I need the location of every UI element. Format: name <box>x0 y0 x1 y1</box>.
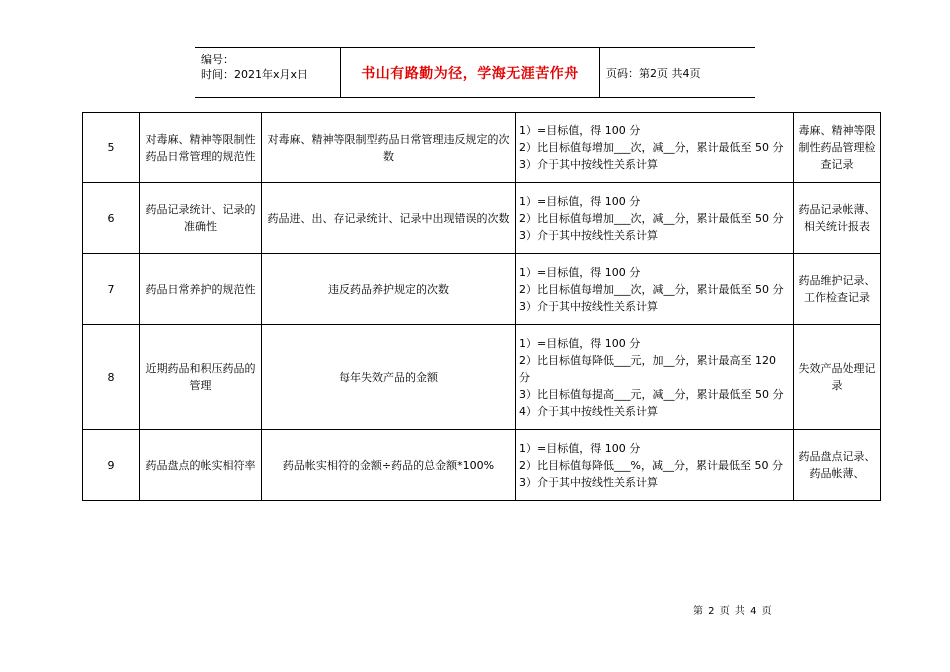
scoring-rule-line: 3）介于其中按线性关系计算 <box>519 475 658 489</box>
header-meta-cell <box>195 48 341 97</box>
indicator-definition: 违反药品养护规定的次数 <box>262 254 516 325</box>
scoring-rule-line: 1）=目标值，得 100 分 <box>519 441 641 455</box>
data-source: 药品盘点记录、药品帐薄、 <box>794 430 881 501</box>
row-number: 8 <box>83 325 140 430</box>
scoring-rule-line: 2）比目标值每增加___次，减__分，累计最低至 50 分 <box>519 282 784 296</box>
scoring-rule-line: 3）比目标值每提高___元，减__分，累计最低至 50 分 <box>519 387 784 401</box>
indicator-definition: 对毒麻、精神等限制型药品日常管理违反规定的次数 <box>262 113 516 183</box>
table-row <box>83 325 881 430</box>
row-number: 6 <box>83 183 140 254</box>
scoring-rule-line: 2）比目标值每降低___%，减__分，累计最低至 50 分 <box>519 458 783 472</box>
table-row <box>83 113 881 183</box>
table-row <box>83 254 881 325</box>
data-source: 药品维护记录、工作检查记录 <box>794 254 881 325</box>
indicator-name: 药品日常养护的规范性 <box>140 254 262 325</box>
scoring-rule-line: 1）=目标值，得 100 分 <box>519 124 641 137</box>
data-source: 失效产品处理记录 <box>794 325 881 430</box>
indicator-name: 药品记录统计、记录的准确性 <box>140 183 262 254</box>
row-number: 5 <box>83 113 140 183</box>
scoring-rule-line: 3）介于其中按线性关系计算 <box>519 158 658 171</box>
scoring-rule-line: 1）=目标值，得 100 分 <box>519 265 641 279</box>
scoring-rule-line: 2）比目标值每增加___次，减__分，累计最低至 50 分 <box>519 141 784 154</box>
scoring-rule-line: 2）比目标值每降低___元，加__分，累计最高至 120 分 <box>519 353 776 384</box>
scoring-rule-line: 3）介于其中按线性关系计算 <box>519 228 658 242</box>
indicator-name: 药品盘点的帐实相符率 <box>140 430 262 501</box>
header-page-cell <box>600 48 755 97</box>
scoring-rule-line: 4）介于其中按线性关系计算 <box>519 404 658 418</box>
indicator-definition: 药品帐实相符的金额÷药品的总金额*100% <box>262 430 516 501</box>
kpi-table <box>82 112 881 501</box>
scoring-rules <box>516 183 794 254</box>
scoring-rules <box>516 254 794 325</box>
scoring-rule-line: 3）介于其中按线性关系计算 <box>519 299 658 313</box>
scoring-rules <box>516 113 794 183</box>
page-header <box>195 47 755 98</box>
table-row <box>83 183 881 254</box>
header-motto-cell <box>341 48 600 97</box>
indicator-definition: 每年失效产品的金额 <box>262 325 516 430</box>
data-source: 药品记录帐薄、相关统计报表 <box>794 183 881 254</box>
scoring-rules <box>516 430 794 501</box>
page-info: 页码：第2页 共4页 <box>606 66 701 80</box>
indicator-definition: 药品进、出、存记录统计、记录中出现错误的次数 <box>262 183 516 254</box>
table-row <box>83 430 881 501</box>
row-number: 7 <box>83 254 140 325</box>
scoring-rule-line: 1）=目标值，得 100 分 <box>519 194 641 208</box>
document-date-label: 时间：2021年x月x日 <box>201 68 309 81</box>
indicator-name: 对毒麻、精神等限制性药品日常管理的规范性 <box>140 113 262 183</box>
page-footer: 第 2 页 共 4 页 <box>693 606 773 617</box>
data-source: 毒麻、精神等限制性药品管理检查记录 <box>794 113 881 183</box>
motto-text: 书山有路勤为径，学海无涯苦作舟 <box>361 65 579 82</box>
document-number-label: 编号： <box>201 53 234 66</box>
indicator-name: 近期药品和积压药品的管理 <box>140 325 262 430</box>
scoring-rule-line: 2）比目标值每增加___次，减__分，累计最低至 50 分 <box>519 211 784 225</box>
row-number: 9 <box>83 430 140 501</box>
scoring-rule-line: 1）=目标值，得 100 分 <box>519 336 641 350</box>
scoring-rules <box>516 325 794 430</box>
